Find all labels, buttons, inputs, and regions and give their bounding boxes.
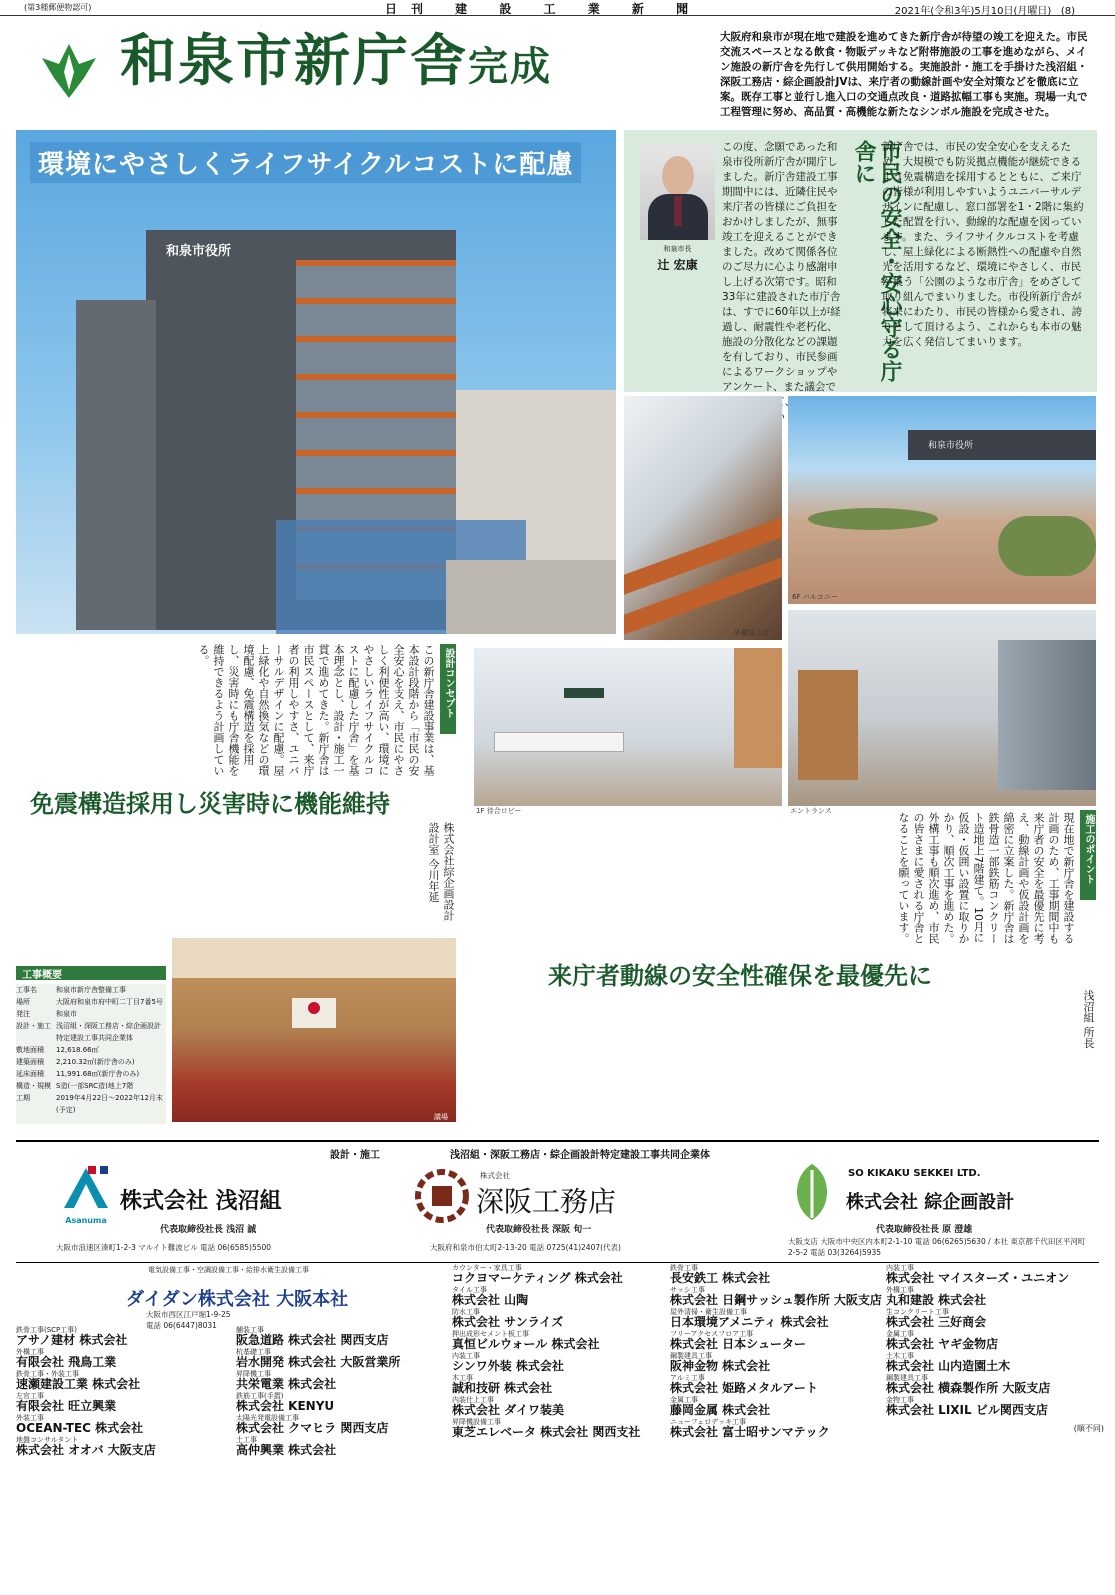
list-item: 昇降機設備工事 東芝エレベータ 株式会社 関西支社 — [452, 1418, 641, 1439]
overview-row: 発注 和泉市 — [16, 1010, 77, 1018]
so-kikaku-leaf-icon — [786, 1160, 838, 1224]
list-item: 杭基礎工事 岩水開発 株式会社 大阪営業所 — [236, 1348, 401, 1369]
list-item: 鋼製建具工事 阪神金物 株式会社 — [670, 1352, 771, 1373]
list-item: ニューフェロデッキ工事 株式会社 富士昭サンマテック — [670, 1418, 830, 1439]
list-item: アルミ工事 株式会社 姫路メタルアート — [670, 1374, 818, 1395]
header-left: (第3種郵便物認可) — [24, 3, 92, 12]
building-sign: 和泉市役所 — [166, 244, 232, 259]
overview-row: 工事名 和泉市新庁舎整備工事 — [16, 986, 126, 994]
concept-headline: 免震構造採用し災害時に機能維持 — [30, 790, 390, 818]
list-item: 外装工事 OCEAN-TEC 株式会社 — [16, 1414, 144, 1435]
list-item: 内装工事 シンワ外装 株式会社 — [452, 1352, 564, 1373]
page-title: 和泉市新庁舎完成 — [120, 29, 552, 94]
lobby-photo — [474, 648, 782, 806]
list-item: タイル工事 株式会社 山陶 — [452, 1286, 529, 1307]
list-item: 金属工事 藤岡金属 株式会社 — [670, 1396, 771, 1417]
exterior-upward-photo — [624, 396, 782, 640]
so-kikaku-en: SO KIKAKU SEKKEI LTD. — [848, 1168, 981, 1179]
sponsor-column-5 — [886, 1263, 1104, 1533]
fukasaka-prefix: 株式会社 — [480, 1171, 510, 1180]
jv-company-so-kikaku: 株式会社 綜企画設計 — [846, 1192, 1015, 1213]
so-kikaku-address: 大阪支店 大阪市中央区内本町2-1-10 電話 06(6265)5630 / 本社 東京都千代田区平河町2-5-2 電話 03(3264)5935 — [788, 1237, 1086, 1257]
caption-entrance: エントランス — [790, 807, 832, 815]
asanuma-logo — [56, 1162, 116, 1224]
list-item: 土木工事 株式会社 山内造園土木 — [886, 1352, 1011, 1373]
list-item: 地盤コンサルタント 株式会社 オオバ 大阪支店 — [16, 1436, 156, 1457]
balcony-photo — [788, 396, 1096, 604]
list-item: 防水工事 株式会社 サンライズ — [452, 1308, 564, 1329]
main-building-photo — [16, 130, 616, 634]
asanuma-brand: Asanuma — [65, 1216, 107, 1225]
construction-text-continued: 浅沼組 所長 — [1082, 990, 1095, 1049]
sponsor-column-4 — [670, 1263, 888, 1533]
overview-tag: 工事概要 — [16, 966, 166, 980]
list-item: 鉄筋工事(手摺) 株式会社 KENYU — [236, 1392, 335, 1413]
concept-tag: 設計コンセプト — [440, 644, 456, 734]
list-item: 押出成形セメント板工事 真恒ビルウォール 株式会社 — [452, 1330, 600, 1351]
asanuma-rep: 代表取締役社長 浅沼 誠 — [160, 1225, 257, 1235]
entrance-photo — [788, 610, 1096, 806]
header-date: 2021年(令和3年)5月10日(月曜日) (8) — [894, 6, 1075, 17]
assembly-hall-photo — [172, 938, 456, 1122]
jv-section — [16, 1140, 1099, 1142]
subcontractor-grid — [16, 1262, 1104, 1532]
paper-name: 日刊 建 設 工 業 新 聞 — [385, 2, 703, 16]
list-item: 屋外清掃・衛生設備工事 日本環境アメニティ 株式会社 — [670, 1308, 829, 1329]
main-photo-banner: 環境にやさしくライフサイクルコストに配慮 — [30, 142, 581, 183]
overview-row: 構造・規模 S造(一部SRC造)地上7階 — [16, 1082, 134, 1090]
mayor-headline: 市民の安全・安心守る庁舎に — [851, 140, 902, 382]
overview-row: 建築面積 2,210.32㎡(新庁舎のみ) — [16, 1058, 135, 1066]
daidan-name: ダイダン株式会社 大阪本社 — [126, 1289, 349, 1310]
overview-row: 場所 大阪府和泉市府中町二丁目7番5号 — [16, 998, 163, 1006]
mayor-portrait — [640, 144, 715, 240]
overview-table — [16, 984, 166, 1124]
overview-row: 設計・施工 浅沼組・深阪工務店・綜企画設計特定建設工事共同企業体 — [16, 1022, 161, 1042]
list-item: 昇降機工事 共栄電業 株式会社 — [236, 1370, 337, 1391]
sponsor-column-2 — [236, 1325, 454, 1595]
list-item: 木工事 誠和技研 株式会社 — [452, 1374, 553, 1395]
list-item: 太陽光発電設備工事 株式会社 クマヒラ 関西支店 — [236, 1414, 389, 1435]
caption-balcony: 6F バルコニー — [792, 593, 838, 601]
daidan-category: 電気設備工事・空調設備工事・給排水衛生設備工事 — [148, 1266, 309, 1274]
list-item: 土工事 高仲興業 株式会社 — [236, 1436, 337, 1457]
mayor-text-1: この度、念願であった和泉市役所新庁舎が開庁しました。新庁舎建設工事期間中には、近隣住民や来庁者の皆様にご負担をおかけしましたが、無事竣工を迎えることができました。改めて関係各位のご尽力に心より感謝申し上げる次第です。昭和33年に建設された市庁舎は、すでに60年以上が経過し、耐震性や老朽化、施設の分散化などの課題を有しており、市民参画によるワークショップやアンケート、また議会で 経て、検 いり — [722, 141, 841, 423]
list-item: 内装工事 株式会社 マイスターズ・ユニオン — [886, 1264, 1070, 1285]
jv-heading-left: 設計・施工 — [330, 1150, 380, 1161]
construction-text: 現在地で新庁舎を建設する計画のため、工事期間中も来庁者の安全を最優先に考え、動線計画や仮設計画を綿密に立案した。新庁舎は鉄骨造一部鉄筋コンクリート造地上7階建て。10月に仮設・仮囲い設置に取りかかり、順次工事を進めた。外構工事も順次進め、市民の皆さまに愛される庁舎となることを願っています。 — [897, 812, 1075, 944]
list-item: 鉄骨工事(SCP工事) アサノ建材 株式会社 — [16, 1326, 128, 1347]
construction-headline: 来庁者動線の安全性確保を最優先に — [548, 962, 932, 990]
newspaper-header — [0, 0, 1115, 16]
overview-row: 延床面積 11,991.68㎡(新庁舎のみ) — [16, 1070, 140, 1078]
jv-company-fukasaka: 深阪工務店 — [476, 1185, 617, 1218]
list-item: カウンター・家具工事 コクヨマーケティング 株式会社 — [452, 1264, 623, 1285]
construction-tag: 施工のポイント — [1080, 810, 1096, 900]
list-item: フリーアクセスフロア工事 株式会社 日本シューター — [670, 1330, 806, 1351]
list-item: 鉄骨工事 長安鉄工 株式会社 — [670, 1264, 771, 1285]
asanuma-a-icon — [56, 1162, 116, 1212]
list-item: 外構工事 丸和建設 株式会社 — [886, 1286, 987, 1307]
asanuma-address: 大阪市浪速区湊町1-2-3 マルイト難波ビル 電話 06(6585)5500 — [56, 1243, 272, 1252]
list-item: 金物工事 株式会社 LIXIL ビル関西支店 — [886, 1396, 1048, 1417]
list-item: 金属工事 株式会社 ヤギ金物店 — [886, 1330, 999, 1351]
fukasaka-address: 大阪府和泉市伯太町2-13-20 電話 0725(41)2407(代表) — [430, 1243, 621, 1252]
sponsor-column-3 — [452, 1263, 670, 1533]
fukasaka-emblem-icon — [414, 1168, 470, 1224]
fukasaka-rep: 代表取締役社長 深阪 旬一 — [486, 1225, 592, 1235]
mayor-text-2: 新庁舎では、市民の安全安心を支えるため、大規模でも防災拠点機能が継続できるよう免震構造を採用するとともに、ご来庁の皆様が利用しやすいようユニバーサルデザインに配慮し、窓口部署を1・2階に集約した配置を行い、動線的な配慮を図っています。また、ライフサイクルコストを考慮し、屋上緑化による断熱性への配慮や自然光を活用するなど、環境にやさしく、市民が集う「公園のような市庁舎」をめざして取り組んでまいりました。市役所新庁舎が将来にわたり、市民の皆様から愛され、誇りとして頂けるよう、これからも本市の魅力を広く発信してまいります。 — [882, 141, 1084, 348]
caption-lobby: 1F 待合ロビー — [476, 807, 522, 815]
overview-row: 敷地面積 12,618.66㎡ — [16, 1046, 99, 1054]
caption-exterior: 外観見上げ — [734, 629, 769, 637]
list-item: 内装仕上工事 株式会社 ダイワ装美 — [452, 1396, 564, 1417]
daidan-address: 大阪市西区江戸堀1-9-25 電話 06(6447)8031 — [146, 1310, 231, 1330]
lead-paragraph: 大阪府和泉市が現在地で建設を進めてきた新庁舎が待望の竣工を迎えた。市民交流スペースとなる飲食・物販デッキなど附帯施設の工事を進めながら、メイン施設の新庁舎を先行して供用開始する。実施設計・施工を手掛けた浅沼組・深阪工務店・綜企画設計JVは、来庁者の動線計画や安全対策などを徹底に立案。既存工事と並行し進入口の交通点改良・道路拡幅工事も実施。現場一丸で工程管理に努め、高品質・高機能な新たなシンボル施設を完成させた。 — [720, 31, 1088, 118]
list-item: 舗装工事 阪急道路 株式会社 関西支店 — [236, 1326, 389, 1347]
mayor-name: 辻 宏康 — [657, 258, 698, 272]
sponsor-footer-note: (順不同) — [1073, 1424, 1104, 1433]
concept-text: この新庁舎建設事業は、基本設計段階から「市民の安全安心を支え、市民にやさしく利便性が高い、環境にやさしいライフサイクルコストに配慮した庁舎」を基本理念とし、設計・施工一貫で進めてきた。新庁舎は市民スペースとして、来庁者の利用しやすさ、ユニバーサルデザインに配慮。屋上緑化や自然換気などの環境配慮、免震構造を採用し、災害時にも庁舎機能を維持できるよう計画している。 — [197, 644, 435, 776]
list-item: サッシ工事 株式会社 日鋼サッシュ製作所 大阪支店 — [670, 1286, 882, 1307]
izumi-city-emblem-icon — [34, 36, 104, 106]
mayor-title: 和泉市長 — [663, 245, 692, 253]
jv-company-asanuma: 株式会社 浅沼組 — [120, 1189, 282, 1214]
jv-heading-right: 浅沼組・深阪工務店・綜企画設計特定建設工事共同企業体 — [450, 1150, 710, 1161]
list-item: 鋼製建具工事 株式会社 横森製作所 大阪支店 — [886, 1374, 1051, 1395]
caption-assembly: 議場 — [434, 1113, 448, 1121]
balcony-sign: 和泉市役所 — [928, 441, 974, 451]
so-kikaku-rep: 代表取締役社長 原 澄雄 — [876, 1225, 973, 1235]
concept-text-continued: 株式会社綜企画設計 設計室 今川年延 — [427, 822, 455, 921]
overview-row: 工期 2019年4月22日〜2022年12月末(予定) — [16, 1094, 163, 1114]
list-item: 左官工事 有限会社 旺立興業 — [16, 1392, 117, 1413]
list-item: 鉄骨工事・外装工事 速瀬建設工業 株式会社 — [16, 1370, 141, 1391]
list-item: 生コンクリート工事 株式会社 三好商会 — [886, 1308, 987, 1329]
list-item: 外構工事 有限会社 飛鳥工業 — [16, 1348, 117, 1369]
